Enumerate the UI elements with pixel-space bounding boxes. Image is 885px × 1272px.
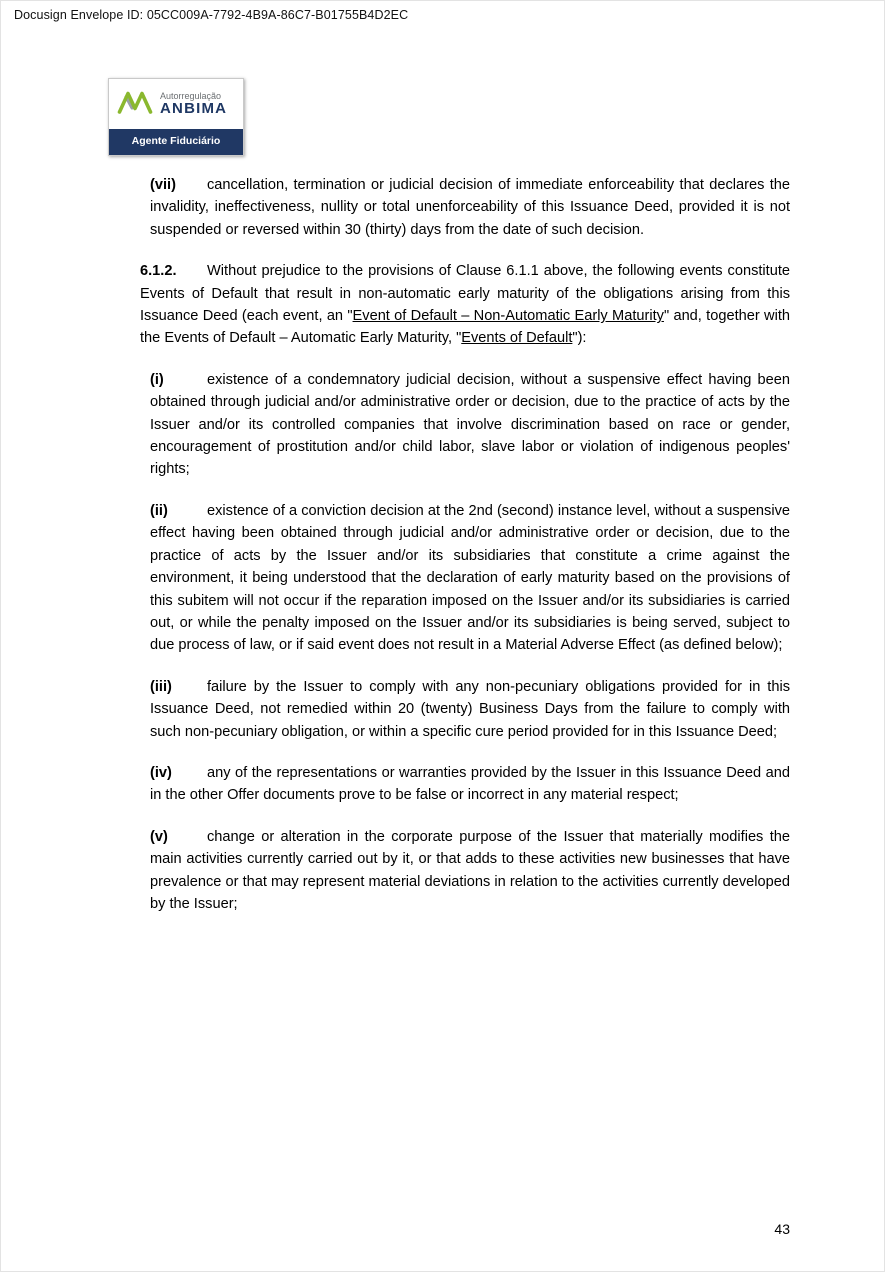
paragraph-label: (v)	[150, 828, 168, 845]
paragraph-label: (ii)	[150, 502, 168, 519]
paragraph-ii	[150, 500, 790, 657]
paragraph-text: cancellation, termination or judicial decision of immediate enforceability that declares the invalidity, ineffectiveness, nullity or total unenforceability of this Issuance Deed, provided it is not suspended or reversed within 30 (thirty) days from the date of such decision.	[150, 177, 790, 238]
paragraph-text: existence of a conviction decision at the 2nd (second) instance level, without a suspensive effect having been obtained through judicial and/or administrative order or decision, due to the practice of acts by the Issuer and/or its subsidiaries that constitute a crime against the environment, it being understood that the declaration of early maturity based on the provisions of this subitem will not occur if the reparation imposed on the Issuer and/or its subsidiaries is carried out, or while the penalty imposed on the Issuer and/or its subsidiaries is being served, subject to due process of law, or if said event does not result in a Material Adverse Effect (as defined below);	[150, 502, 790, 654]
paragraph-text: Without prejudice to the provisions of Clause 6.1.1 above, the following events constitute Events of Default that result in non-automatic early maturity of the obligations arising from this Issuance Deed (each event, an "	[140, 263, 790, 325]
paragraph-text: failure by the Issuer to comply with any non-pecuniary obligations provided for in this Issuance Deed, not remedied within 20 (twenty) Business Days from the failure to comply with such non-pecuniary obligation, or within a specific cure period provided for in this Issuance Deed;	[150, 678, 790, 740]
paragraph-label: (iii)	[150, 678, 172, 695]
defined-term-underlined: Events of Default	[461, 330, 573, 347]
anbima-mark-icon	[117, 89, 153, 120]
paragraph-text: "):	[572, 330, 587, 347]
paragraph-label: (i)	[150, 371, 164, 388]
paragraph-text: " and, together with the Events of Default – Automatic Early Maturity, "	[140, 308, 790, 347]
envelope-id: Docusign Envelope ID: 05CC009A-7792-4B9A-86C7-B01755B4D2EC	[14, 8, 409, 22]
paragraph-i	[150, 369, 790, 481]
paragraph-612	[140, 260, 790, 350]
document-body	[140, 174, 790, 934]
anbima-logo	[108, 78, 244, 156]
paragraph-iii	[150, 676, 790, 743]
paragraph-text: existence of a condemnatory judicial decision, without a suspensive effect having been obtained through judicial and/or administrative order or decision, due to the practice of acts by the Issuer and/or its controlled companies that involve discrimination based on race or gender, encouragement of prostitution and/or child labor, slave labor or violation of indigenous peoples' rights;	[150, 371, 790, 478]
paragraph-text: any of the representations or warranties provided by the Issuer in this Issuance Deed and in the other Offer documents prove to be false or incorrect in any material respect;	[150, 764, 790, 804]
page-number: 43	[774, 1221, 790, 1237]
paragraph-iv	[150, 762, 790, 807]
paragraph-text: change or alteration in the corporate purpose of the Issuer that materially modifies the main activities currently carried out by it, or that adds to these activities new businesses that have prevalence or that may represent material deviations in relation to the activities currently developed by the Issuer;	[150, 828, 790, 912]
anbima-logo-text	[160, 91, 227, 118]
anbima-tagline: Autorregulação	[160, 90, 222, 101]
anbima-banner: Agente Fiduciário	[109, 129, 243, 155]
anbima-logo-top	[109, 79, 243, 129]
paragraph-label: 6.1.2.	[140, 263, 177, 280]
paragraph-label: (iv)	[150, 764, 172, 781]
paragraph-label: (vii)	[150, 177, 176, 193]
paragraph-vii	[150, 174, 790, 241]
paragraph-v	[150, 826, 790, 916]
defined-term-underlined: Event of Default – Non-Automatic Early Maturity	[352, 308, 664, 325]
anbima-brand: ANBIMA	[160, 99, 228, 117]
